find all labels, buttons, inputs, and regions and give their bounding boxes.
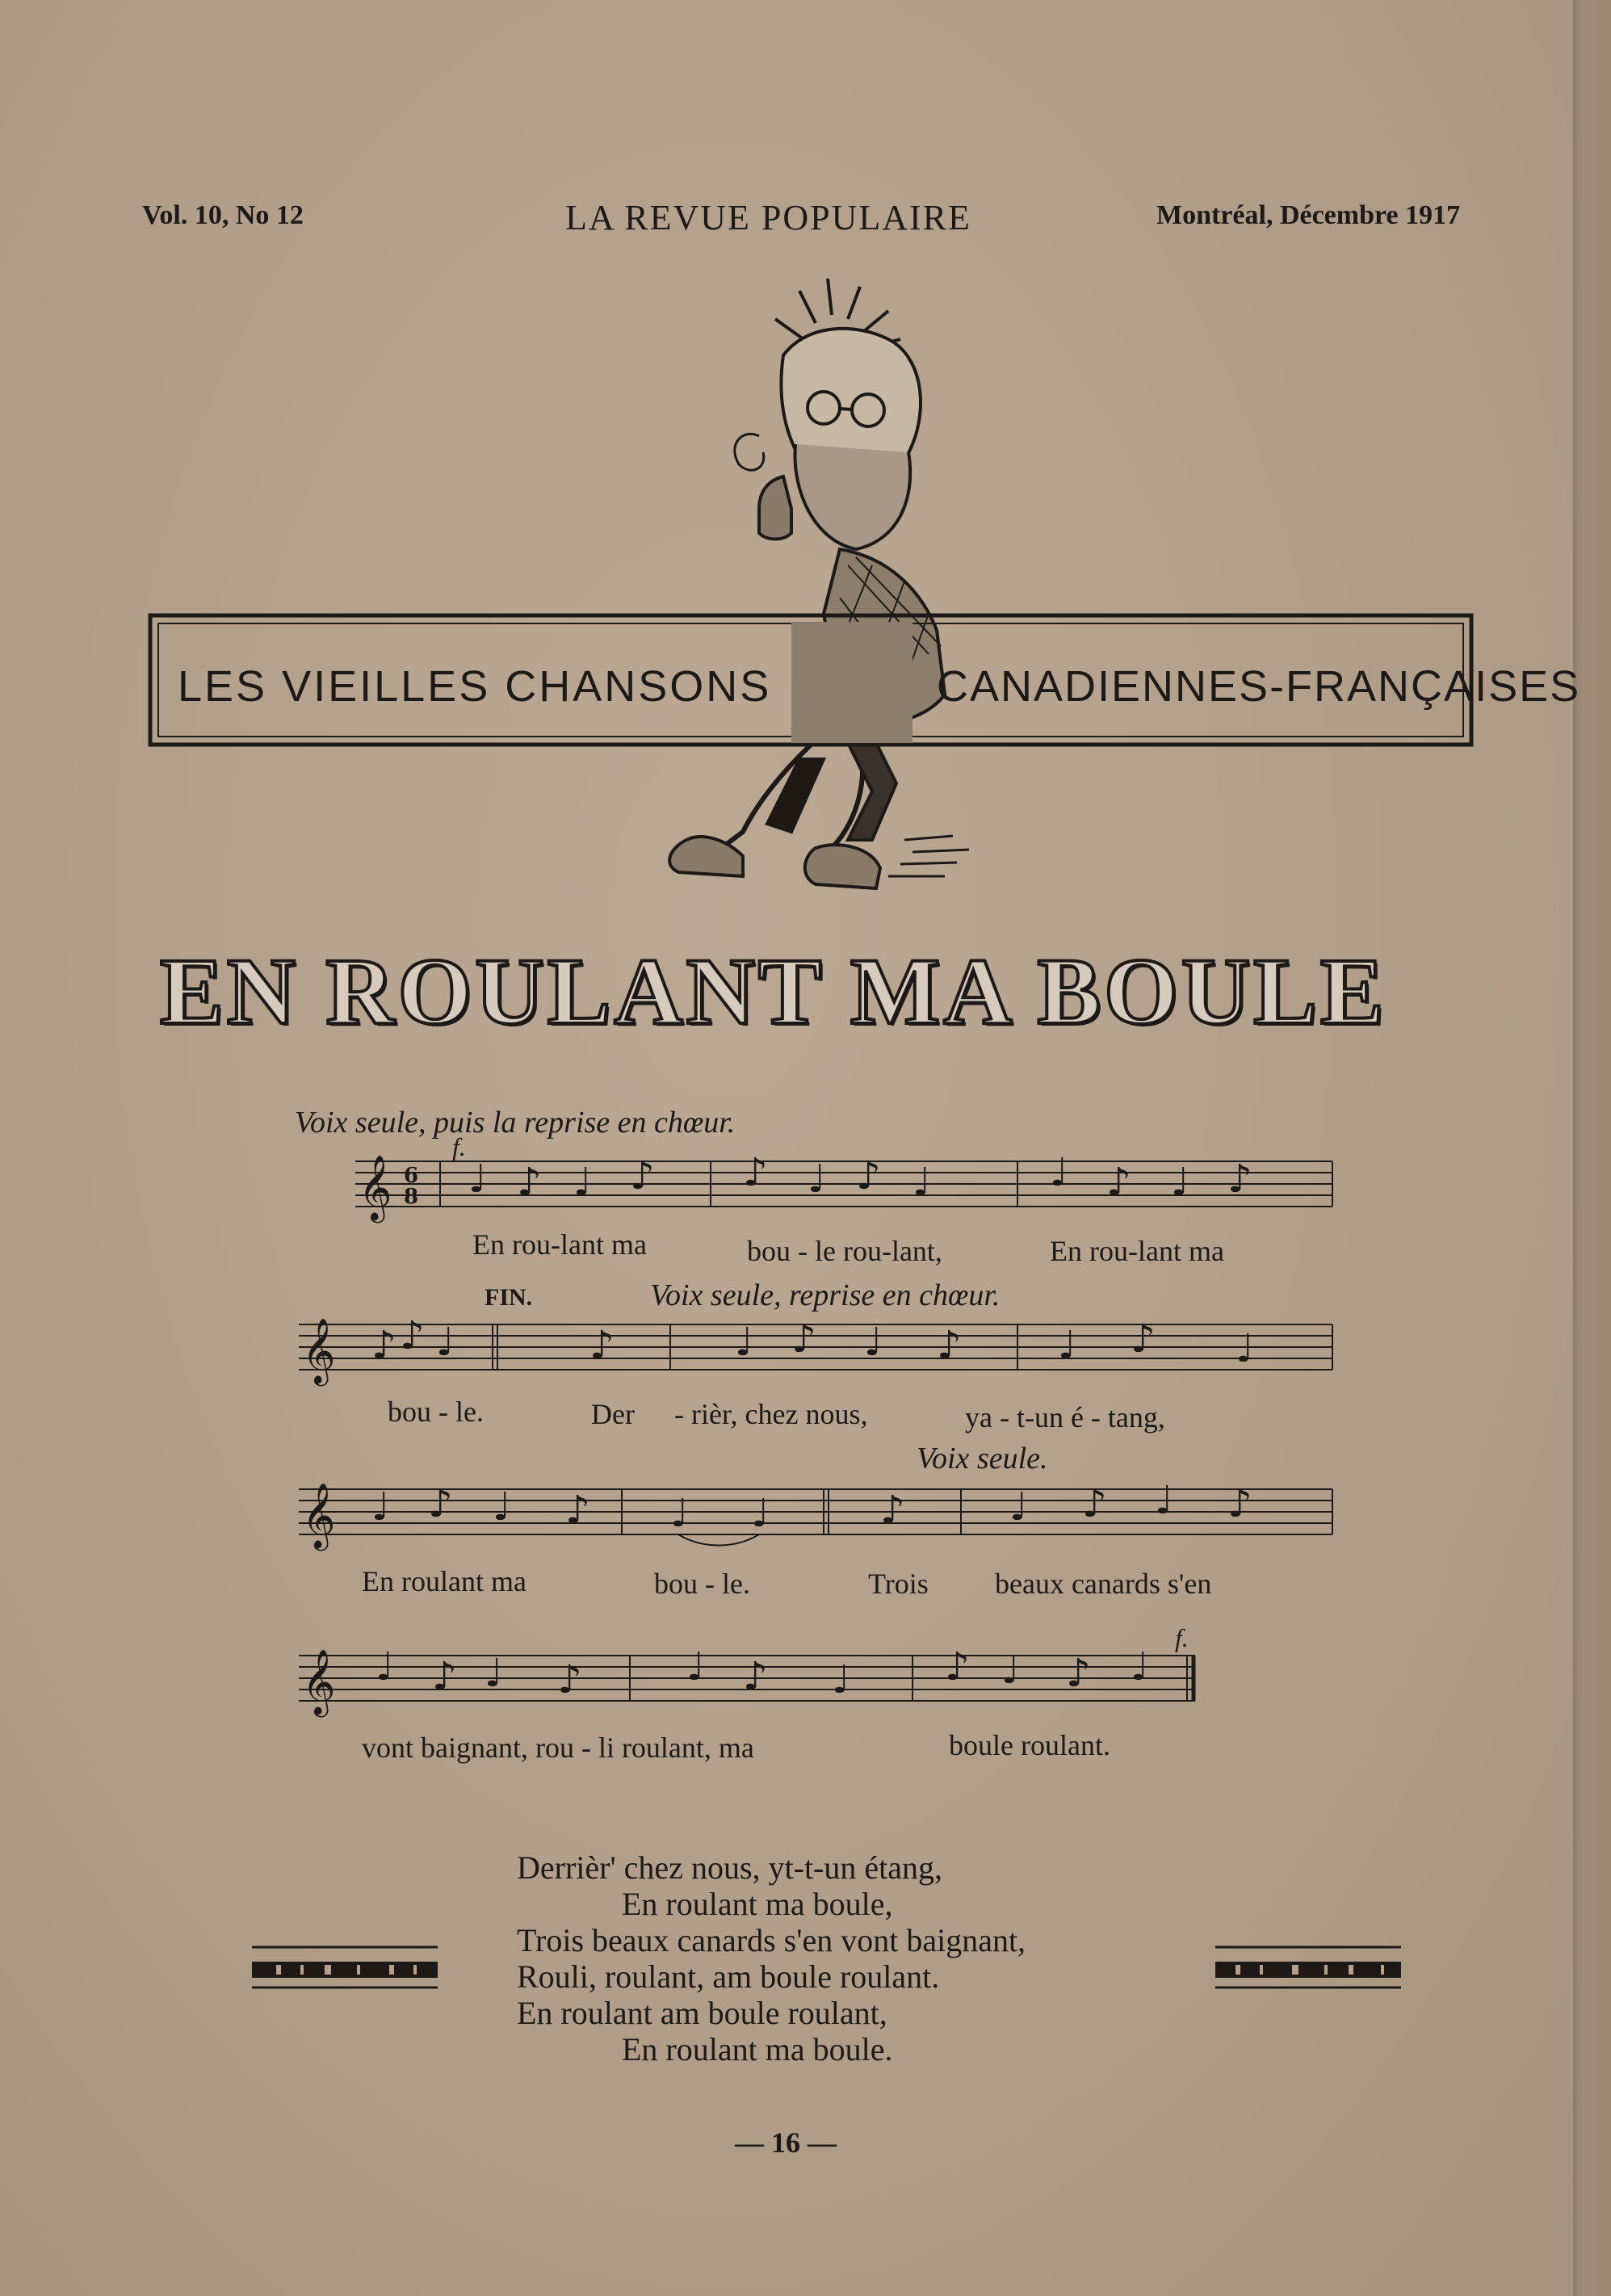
svg-text:♩: ♩ [864, 1320, 883, 1365]
staff-2-lyric-4: ya - t-un é - tang, [965, 1401, 1165, 1433]
svg-text:♪: ♪ [1106, 1160, 1131, 1205]
staff-2-lyric-3: - rièr, chez nous, [674, 1398, 868, 1430]
svg-text:♪: ♪ [1066, 1651, 1091, 1696]
svg-text:♩: ♩ [1050, 1150, 1068, 1195]
svg-text:♩: ♩ [670, 1491, 689, 1536]
svg-text:♪: ♪ [557, 1657, 582, 1702]
svg-text:♪: ♪ [400, 1313, 425, 1358]
staff-3-lyric-4: beaux canards s'en [995, 1568, 1212, 1600]
verse-line: En roulant ma boule. [622, 2031, 893, 2067]
verse-line: Derrièr' chez nous, yt-t-un étang, [517, 1849, 942, 1886]
svg-text:♪: ♪ [791, 1316, 816, 1362]
svg-text:𝄞: 𝄞 [302, 1648, 336, 1715]
svg-text:♩: ♩ [808, 1156, 826, 1202]
svg-text:♪: ♪ [743, 1150, 768, 1195]
intro-note: Voix seule, puis la reprise en chœur. [295, 1106, 736, 1140]
svg-text:♪: ♪ [565, 1488, 590, 1533]
verse-line: Trois beaux canards s'en vont baignant, [517, 1922, 1026, 1958]
right-ornament [1215, 1942, 1403, 1991]
verse-line: En roulant am boule roulant, [517, 1995, 887, 2031]
svg-text:♩: ♩ [686, 1644, 705, 1689]
svg-text:♩: ♩ [1236, 1326, 1254, 1371]
svg-text:♩: ♩ [468, 1156, 487, 1202]
svg-text:♩: ♩ [912, 1160, 931, 1205]
staff-1-lyric-3: En rou-lant ma [1050, 1235, 1224, 1267]
svg-text:♪: ♪ [945, 1644, 970, 1689]
song-verse [517, 1849, 1026, 2067]
svg-text:♪: ♪ [428, 1481, 453, 1526]
svg-text:♩: ♩ [1009, 1484, 1028, 1530]
staff-3-lyric-2: bou - le. [654, 1568, 750, 1600]
svg-text:𝄞: 𝄞 [302, 1482, 336, 1548]
music-staff-3 [299, 1478, 1340, 1548]
svg-text:♩: ♩ [832, 1657, 850, 1702]
svg-text:♪: ♪ [432, 1654, 457, 1699]
svg-text:♩: ♩ [375, 1644, 394, 1689]
publication-title: LA REVUE POPULAIRE [565, 198, 971, 237]
svg-text:6: 6 [404, 1164, 419, 1188]
staff-1-lyric-2: bou - le rou-lant, [747, 1235, 942, 1267]
svg-text:♪: ♪ [1131, 1316, 1156, 1362]
music-staff-1 [355, 1150, 1340, 1220]
staff-2-lyric-1: bou - le. [388, 1396, 484, 1428]
staff-3-lyric-1: En roulant ma [362, 1565, 527, 1597]
music-staff-4 [299, 1644, 1203, 1715]
svg-text:♩: ♩ [735, 1320, 753, 1365]
forte-marking: f. [452, 1132, 466, 1161]
staff-4-lyric-2: boule roulant. [949, 1729, 1110, 1761]
svg-text:♪: ♪ [743, 1654, 768, 1699]
svg-text:𝄞: 𝄞 [302, 1317, 336, 1383]
forte-marking-end: f. [1175, 1623, 1189, 1652]
place-date: Montréal, Décembre 1917 [1156, 200, 1461, 230]
svg-text:♪: ♪ [630, 1153, 655, 1198]
page-number: — 16 — [735, 2126, 837, 2159]
left-ornament [252, 1942, 439, 1991]
verse-line: En roulant ma boule, [622, 1886, 893, 1922]
svg-text:♩: ♩ [436, 1320, 455, 1365]
song-title: EN ROULANT MA BOULE [160, 938, 1387, 1044]
svg-text:♩: ♩ [1155, 1478, 1173, 1523]
banner-left-text: LES VIEILLES CHANSONS [178, 662, 772, 711]
svg-text:♪: ♪ [589, 1323, 615, 1368]
svg-text:♪: ♪ [937, 1323, 962, 1368]
svg-text:♩: ♩ [1131, 1644, 1149, 1689]
svg-text:♪: ♪ [880, 1488, 905, 1533]
svg-text:♩: ♩ [1001, 1647, 1020, 1693]
svg-text:♪: ♪ [517, 1160, 542, 1205]
walking-man-illustration [145, 275, 1581, 905]
music-staff-2 [299, 1313, 1340, 1383]
fin-marking: FIN. [485, 1284, 533, 1311]
svg-text:♩: ♩ [751, 1491, 770, 1536]
svg-text:♩: ♩ [493, 1484, 511, 1530]
svg-text:♩: ♩ [573, 1160, 592, 1205]
staff-3-lyric-3: Trois [868, 1568, 929, 1600]
svg-text:♩: ♩ [485, 1651, 503, 1696]
svg-text:8: 8 [404, 1185, 419, 1209]
svg-text:♪: ♪ [1082, 1481, 1107, 1526]
svg-text:♩: ♩ [1058, 1323, 1076, 1368]
staff-2-lyric-2: Der [591, 1398, 635, 1430]
page-edge [1573, 0, 1611, 2296]
svg-text:♩: ♩ [371, 1484, 390, 1530]
staff-1-lyric-1: En rou-lant ma [472, 1228, 647, 1261]
staff-4-lyric-1: vont baignant, rou - li roulant, ma [362, 1731, 754, 1764]
volume-number: Vol. 10, No 12 [142, 200, 304, 230]
svg-text:♪: ♪ [1227, 1156, 1252, 1202]
svg-text:♪: ♪ [371, 1323, 396, 1368]
svg-text:♪: ♪ [856, 1153, 881, 1198]
banner-right-text: CANADIENNES-FRANÇAISES [937, 662, 1581, 711]
verse-line: Rouli, roulant, am boule roulant. [517, 1958, 940, 1995]
svg-text:♪: ♪ [1227, 1481, 1252, 1526]
voix-seule-note: Voix seule. [917, 1442, 1048, 1475]
svg-text:𝄞: 𝄞 [359, 1154, 392, 1220]
svg-text:♩: ♩ [1171, 1160, 1189, 1205]
reprise-note: Voix seule, reprise en chœur. [650, 1278, 1001, 1312]
